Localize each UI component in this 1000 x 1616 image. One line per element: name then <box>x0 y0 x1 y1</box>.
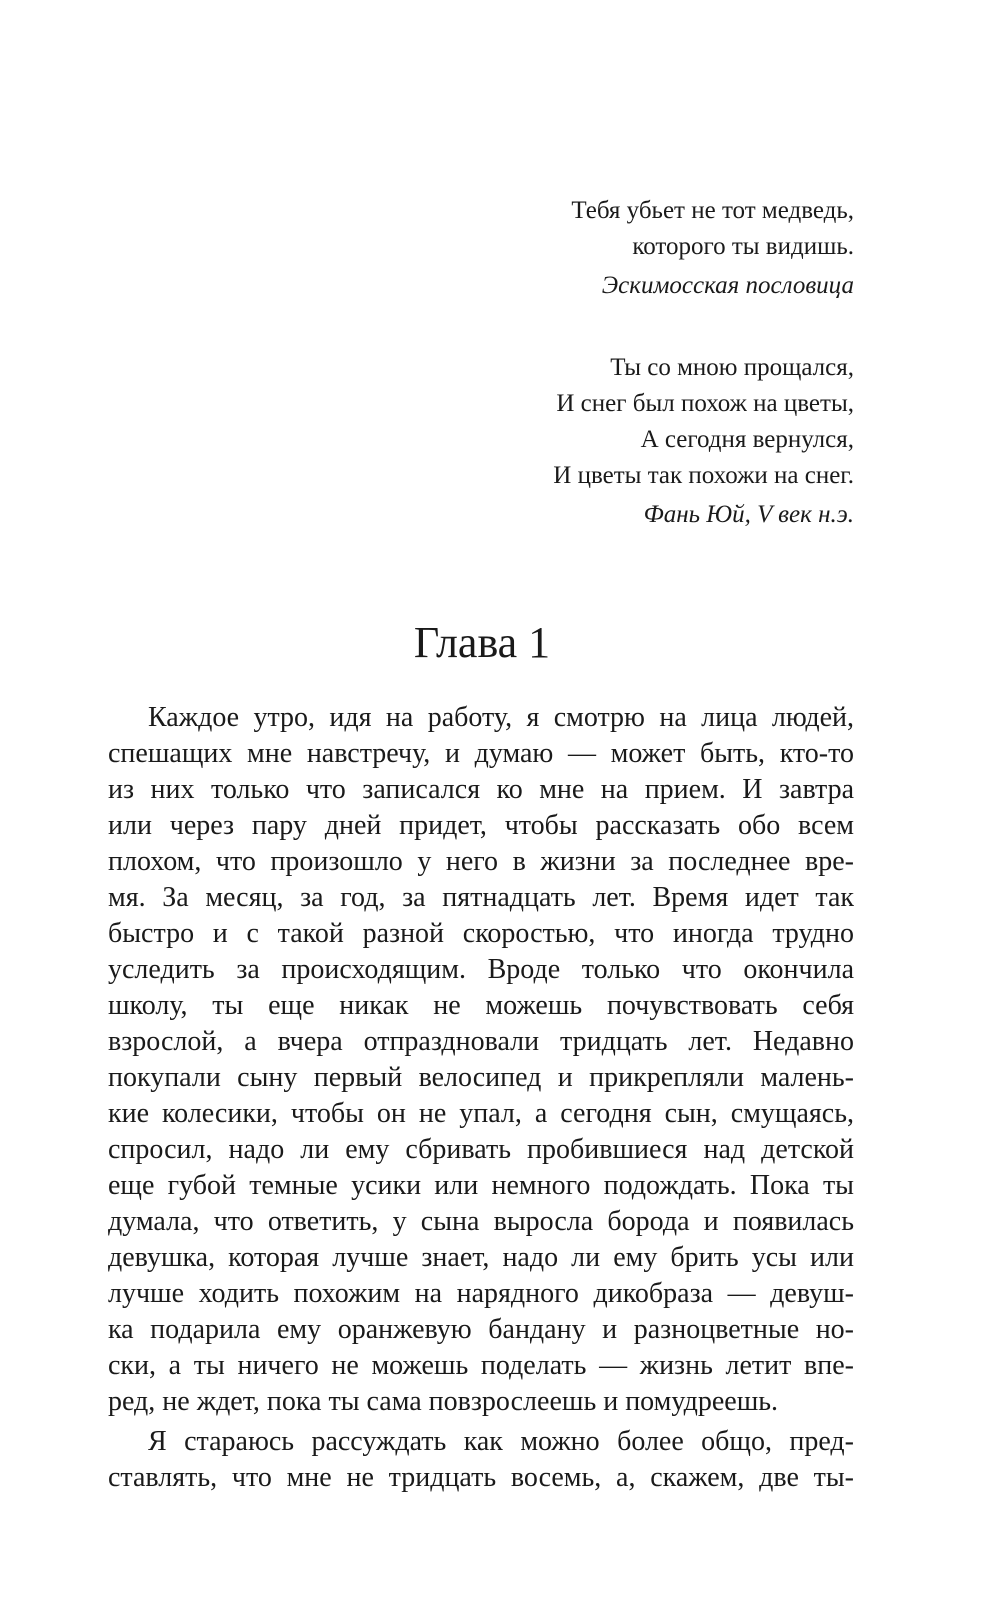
text-line: ка подарила ему оранжевую бандану и разноцветные но- <box>108 1314 854 1345</box>
epigraph-line: И снег был похож на цветы, <box>556 390 854 417</box>
text-line: школу, ты еще никак не можешь почувствовать себя <box>108 990 854 1021</box>
text-line: уследить за происходящим. Вроде только что окончила <box>108 954 854 985</box>
text-line: Каждое утро, идя на работу, я смотрю на лица людей, <box>148 702 854 733</box>
epigraph-line: Ты со мною прощался, <box>610 354 854 381</box>
text-line: ставлять, что мне не тридцать восемь, а, скажем, две ты- <box>108 1462 854 1493</box>
epigraph-attribution: Эскимосская пословица <box>601 272 854 299</box>
epigraph-line: которого ты видишь. <box>632 233 854 260</box>
text-line: мя. За месяц, за год, за пятнадцать лет. Время идет так <box>108 882 854 913</box>
text-line: спешащих мне навстречу, и думаю — может быть, кто-то <box>108 738 854 769</box>
text-line: быстро и с такой разной скоростью, что иногда трудно <box>108 918 854 949</box>
text-line: ред, не ждет, пока ты сама повзрослеешь и помудреешь. <box>108 1386 779 1417</box>
text-line: девушка, которая лучше знает, надо ли ему брить усы или <box>108 1242 854 1273</box>
chapter-body <box>108 700 854 1496</box>
epigraph-line: Тебя убьет не тот медведь, <box>571 197 854 224</box>
text-line: лучше ходить похожим на нарядного дикобраза — девуш- <box>108 1278 854 1309</box>
epigraph-poem <box>254 350 854 533</box>
text-line: еще губой темные усики или немного подождать. Пока ты <box>108 1170 854 1201</box>
epigraph-attribution: Фань Юй, V век н.э. <box>643 501 854 528</box>
text-line: спросил, надо ли ему сбривать пробившиеся над детской <box>108 1134 854 1165</box>
epigraph-line: И цветы так похожи на снег. <box>553 462 854 489</box>
paragraph-2 <box>108 1424 854 1496</box>
text-line: из них только что записался ко мне на прием. И завтра <box>108 774 854 805</box>
text-line: плохом, что произошло у него в жизни за последнее вре- <box>108 846 854 877</box>
text-line: или через пару дней придет, чтобы рассказать обо всем <box>108 810 854 841</box>
text-line: кие колесики, чтобы он не упал, а сегодня сын, смущаясь, <box>108 1098 854 1129</box>
text-line: покупали сыну первый велосипед и прикрепляли малень- <box>108 1062 854 1093</box>
text-line: Я стараюсь рассуждать как можно более общо, пред- <box>148 1426 854 1457</box>
text-line: взрослой, а вчера отпраздновали тридцать лет. Недавно <box>108 1026 854 1057</box>
chapter-title: Глава 1 <box>413 618 551 667</box>
epigraph-eskimo-proverb <box>254 193 854 304</box>
text-line: думала, что ответить, у сына выросла борода и появилась <box>108 1206 854 1237</box>
epigraph-line: А сегодня вернулся, <box>640 426 854 453</box>
text-line: ски, а ты ничего не можешь поделать — жизнь летит впе- <box>108 1350 854 1381</box>
paragraph-1 <box>108 700 854 1420</box>
